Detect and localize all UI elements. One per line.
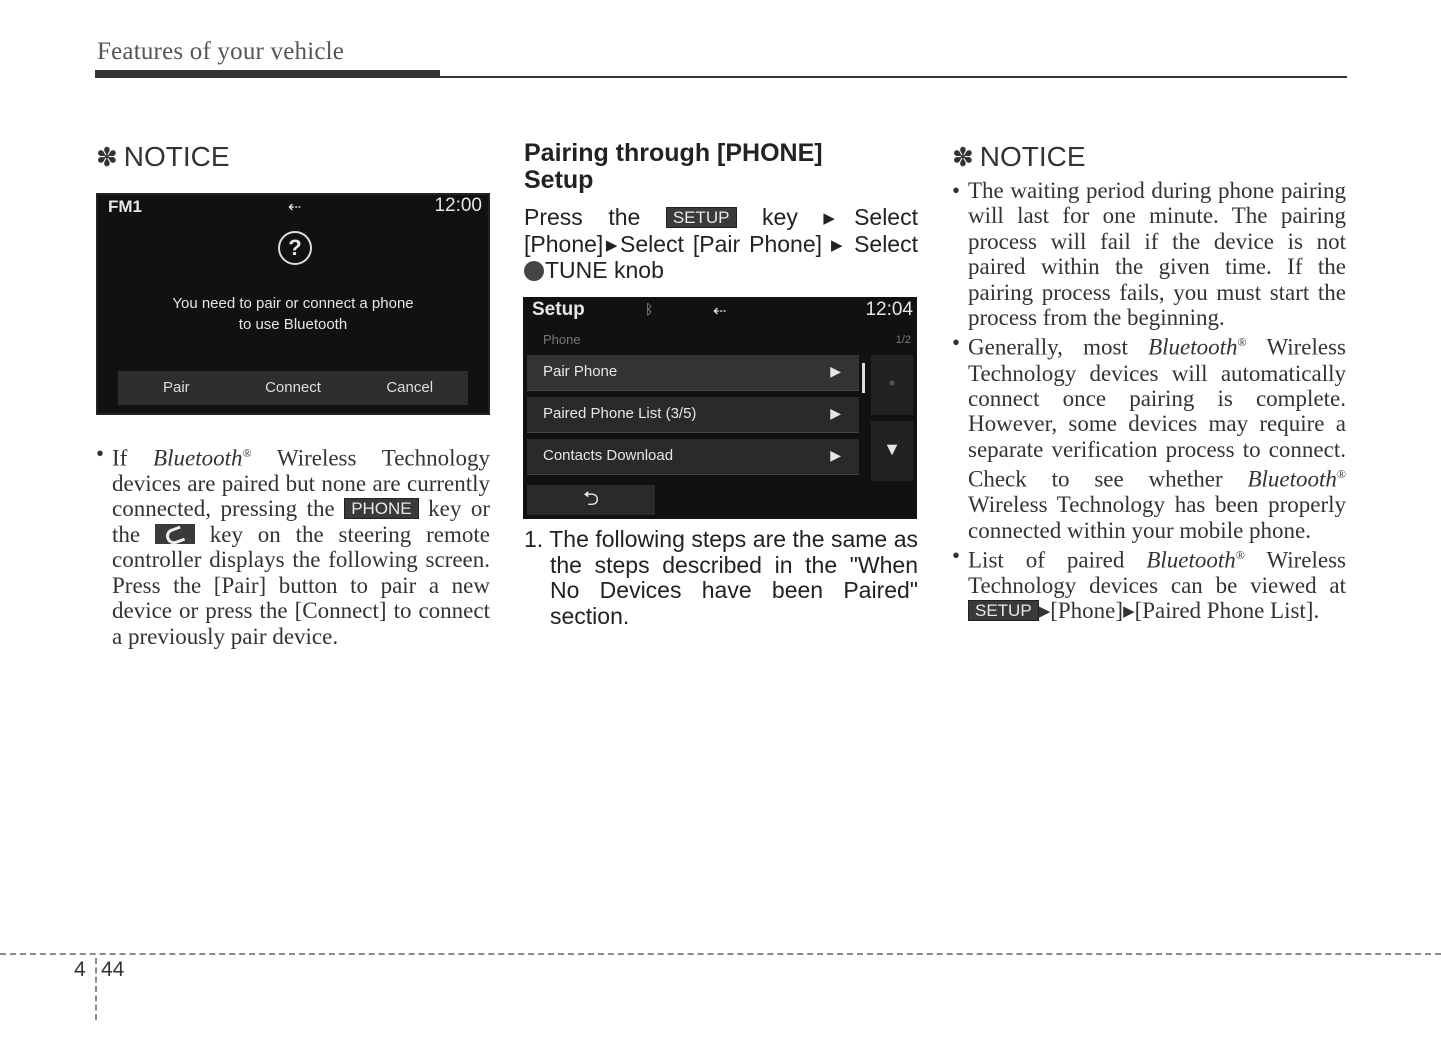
column-left — [96, 140, 490, 174]
play-arrow-icon: ▶ — [830, 447, 841, 463]
back-button[interactable] — [527, 485, 655, 515]
source-label: FM1 — [108, 197, 142, 216]
scroll-indicator — [862, 363, 865, 393]
header-rule — [95, 76, 1347, 78]
menu-item-paired-phone-list[interactable]: Paired Phone List (3/5) ▶ — [527, 397, 859, 433]
notice-paragraph: • If Bluetooth® Wireless Technology devices are paired but none are currently connected, pressing the PHONE key or the key on the steering remote controller displays the following screen. Press the [Pair] button to pair a new device or press the [Connect] to connect a previously pair device. — [96, 441, 490, 649]
setup-key-badge: SETUP — [666, 207, 737, 228]
bluetooth-term: Bluetooth — [1146, 547, 1236, 573]
message-line-1: You need to pair or connect a phone — [172, 295, 414, 312]
notice-heading — [952, 140, 1346, 174]
screen-title: Setup — [532, 299, 585, 320]
asterisk-icon: ✽ — [96, 141, 118, 172]
notice-label: NOTICE — [123, 141, 230, 172]
page-indicator: 1/2 — [895, 334, 911, 346]
pair-button[interactable]: Pair — [162, 379, 190, 396]
call-key-icon — [155, 524, 195, 544]
column-right — [952, 140, 1346, 626]
usb-icon: ⇠ — [713, 303, 727, 320]
screen-subtitle: Phone — [543, 332, 581, 347]
arrow-right-icon: ▶ — [603, 236, 620, 254]
asterisk-icon: ✽ — [952, 141, 974, 172]
screen-message — [98, 293, 488, 335]
question-icon: ? — [278, 231, 312, 265]
chapter-number: 4 — [74, 958, 86, 981]
usb-icon: ⇠ — [288, 199, 302, 216]
scroll-up-button[interactable] — [871, 355, 913, 415]
menu-item-contacts-download[interactable]: Contacts Download ▶ — [527, 439, 859, 475]
cancel-button[interactable]: Cancel — [386, 379, 434, 396]
bluetooth-term: Bluetooth — [153, 445, 243, 471]
section-title: Pairing through [PHONE] Setup — [524, 139, 823, 194]
notice-heading — [96, 140, 490, 174]
scroll-down-button[interactable] — [871, 421, 913, 481]
bluetooth-icon: ᛒ — [645, 301, 654, 317]
notice-bullet-3: • List of paired Bluetooth® Wireless Technology devices can be viewed at SETUP ▶[Phone]▶[Paired Phone List]. — [952, 543, 1346, 626]
arrow-right-icon: ▶ — [823, 210, 855, 227]
connect-button[interactable]: Connect — [265, 379, 321, 396]
clock-time: 12:00 — [434, 195, 482, 216]
notice-bullet-1: • The waiting period during phone pairing will last for one minute. The pairing process will fail if the device is not paired within the given time. If the pairing process fails, you must start the process from the beginning. — [952, 178, 1346, 330]
notice-label: NOTICE — [979, 141, 1086, 172]
phone-key-badge: PHONE — [344, 498, 418, 519]
play-arrow-icon: ▶ — [830, 363, 841, 379]
arrow-right-icon: ▶ — [1038, 604, 1051, 621]
bluetooth-term: Bluetooth — [1148, 335, 1238, 361]
phone-setup-screen — [523, 297, 917, 519]
arrow-right-icon: ▶ — [1123, 604, 1135, 621]
back-arrow-icon: ⮌ — [582, 488, 600, 510]
running-header: Features of your vehicle — [97, 38, 345, 65]
scroll-up-icon: • — [888, 373, 896, 393]
page-separator — [95, 958, 97, 1020]
screen-button-bar — [118, 371, 468, 405]
step-1: 1. The following steps are the same as the steps described in the "When No Devices have been Paired" section. — [524, 526, 918, 629]
clock-time: 12:04 — [865, 299, 913, 320]
bluetooth-term: Bluetooth — [1247, 466, 1337, 492]
column-middle — [524, 140, 918, 284]
menu-item-pair-phone[interactable]: Pair Phone ▶ — [527, 355, 859, 391]
setup-key-badge: SETUP — [968, 600, 1039, 621]
message-line-2: to use Bluetooth — [238, 316, 348, 333]
arrow-right-icon: ▶ — [830, 236, 846, 254]
notice-bullet-2: • Generally, most Bluetooth® Wireless Technology devices will automatically connect once pairing is complete. However, some devices may require a separate verification process to connect. Check to see whether Bluetooth® Wireless Technology has been properly connected within your mobile phone. — [952, 330, 1346, 543]
page-number: 44 — [101, 958, 125, 981]
triangle-down-icon: ▼ — [883, 439, 901, 459]
tune-knob-icon — [524, 261, 544, 281]
pairing-instructions: Press the SETUP key ▶Select [Phone]▶Select [Pair Phone] ▶ Select TUNE knob — [524, 204, 918, 283]
pair-prompt-screen — [96, 193, 490, 415]
play-arrow-icon: ▶ — [830, 405, 841, 421]
footer-divider — [0, 953, 1441, 955]
